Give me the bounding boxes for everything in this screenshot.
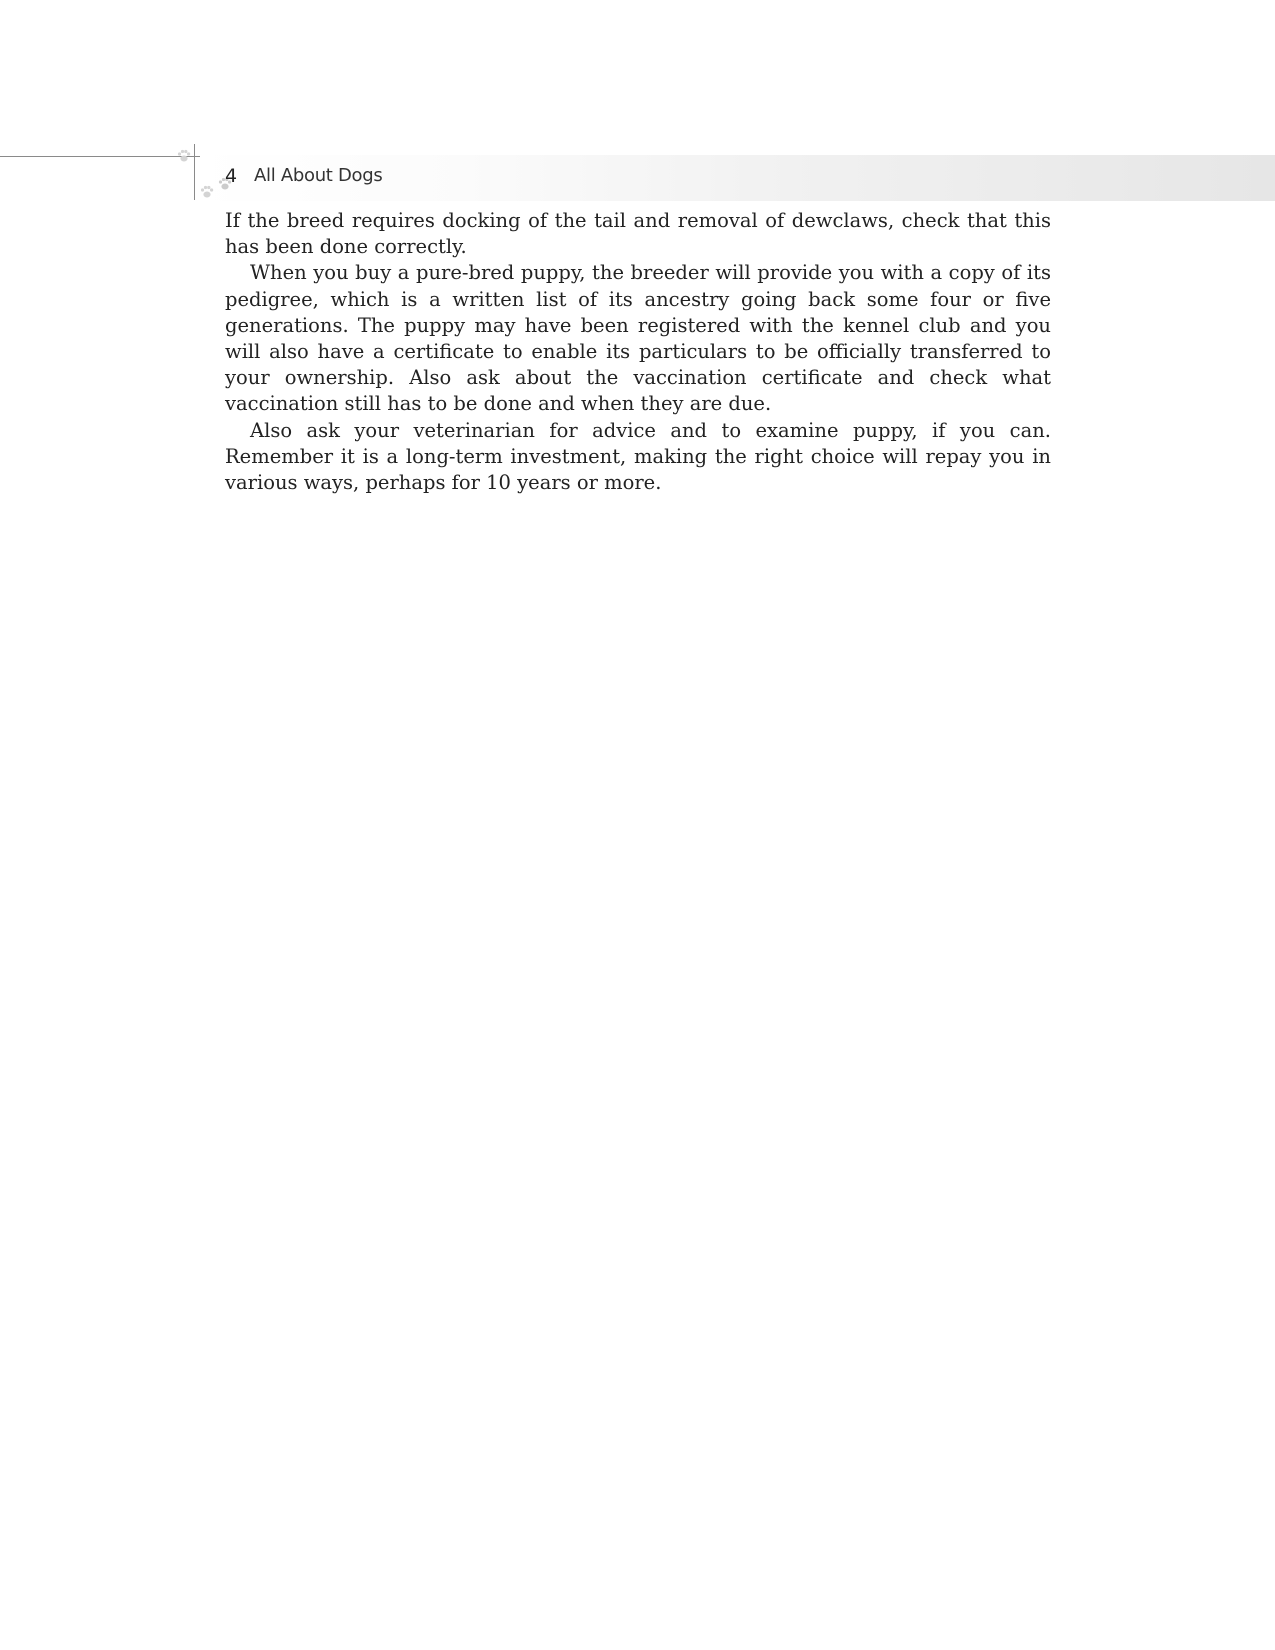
body-text bbox=[225, 208, 1051, 496]
paw-print-icon bbox=[176, 148, 192, 164]
header-rule-horizontal bbox=[0, 156, 200, 157]
header-rule-vertical bbox=[194, 144, 195, 200]
paw-print-icon bbox=[199, 184, 215, 200]
paragraph: When you buy a pure-bred puppy, the breeder will provide you with a copy of its pedigree, which is a written list of its ancestry going back some four or five generations. The puppy may have been registered with the kennel club and you will also have a certificate to enable its particulars to be officially transferred to your ownership. Also ask about the vaccination certificate and check what vaccination still has to be done and when they are due. bbox=[225, 261, 1051, 416]
running-title: All About Dogs bbox=[254, 165, 383, 186]
paragraph: If the breed requires docking of the tail and removal of dewclaws, check that this has been done correctly. bbox=[225, 209, 1051, 259]
paragraph: Also ask your veterinarian for advice and to examine puppy, if you can. Remember it is a long-term investment, making the right choice will repay you in various ways, perhaps for 10 years or more. bbox=[225, 418, 1051, 495]
page-number: 4 bbox=[225, 165, 238, 187]
